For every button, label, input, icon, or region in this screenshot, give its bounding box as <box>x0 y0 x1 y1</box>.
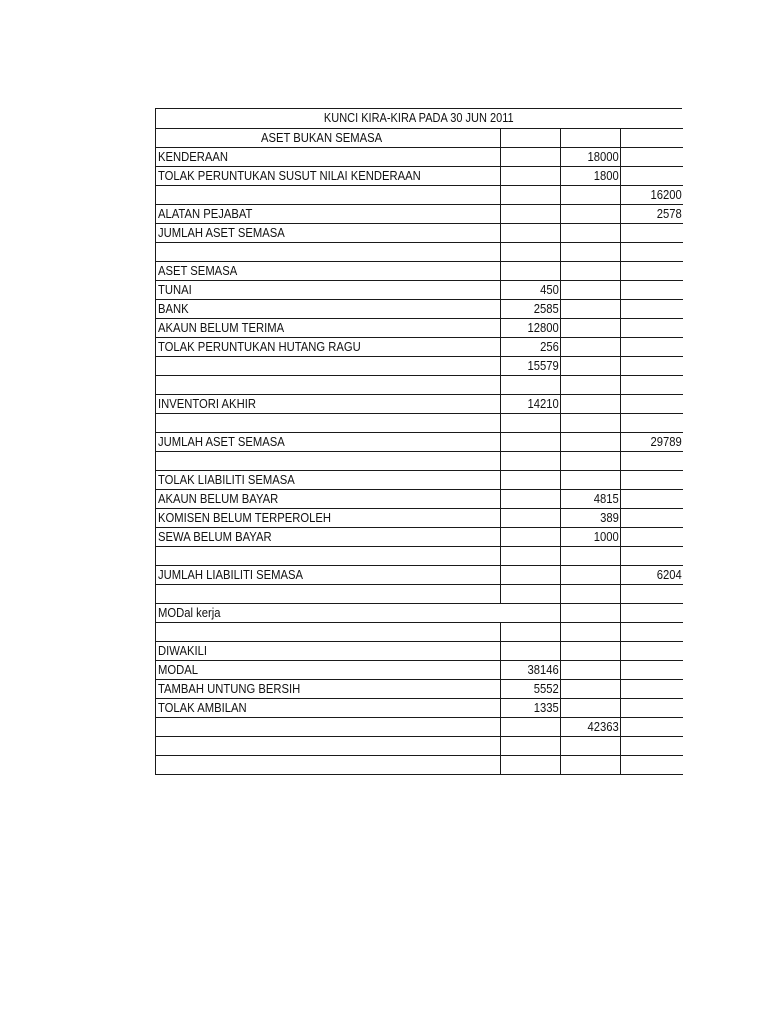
value-col-1 <box>501 357 561 376</box>
value-col-1 <box>501 604 561 623</box>
row-label <box>156 395 501 414</box>
value-col-2 <box>561 718 621 737</box>
value-col-2-text: 389 <box>600 511 619 525</box>
row-label-text: DIWAKILI <box>158 644 207 658</box>
value-col-1 <box>501 547 561 566</box>
table-row <box>156 585 683 604</box>
row-label <box>156 737 501 756</box>
value-col-1-text: 15579 <box>527 359 559 373</box>
value-col-2 <box>561 224 621 243</box>
table-row <box>156 148 683 167</box>
row-label-text: TOLAK LIABILITI SEMASA <box>158 473 295 487</box>
row-label <box>156 623 501 642</box>
table-row <box>156 224 683 243</box>
value-col-2 <box>561 262 621 281</box>
value-col-3-text: 2578 <box>656 207 682 221</box>
row-label <box>156 148 501 167</box>
row-label <box>156 471 501 490</box>
value-col-1-text: 38146 <box>527 663 559 677</box>
table-row <box>156 167 683 186</box>
value-col-2 <box>561 205 621 224</box>
row-label <box>156 129 501 148</box>
value-col-2 <box>561 243 621 262</box>
value-col-3 <box>621 547 683 566</box>
table-row <box>156 642 683 661</box>
value-col-2 <box>561 528 621 547</box>
value-col-3 <box>621 490 683 509</box>
balance-sheet <box>155 108 682 775</box>
row-label-text: TOLAK PERUNTUKAN SUSUT NILAI KENDERAAN <box>158 169 421 183</box>
table-row <box>156 319 683 338</box>
value-col-1 <box>501 661 561 680</box>
row-label <box>156 699 501 718</box>
table-row <box>156 452 683 471</box>
value-col-1 <box>501 490 561 509</box>
row-label <box>156 756 501 775</box>
value-col-3 <box>621 452 683 471</box>
row-label <box>156 718 501 737</box>
row-label <box>156 167 501 186</box>
value-col-1 <box>501 737 561 756</box>
row-label-text: INVENTORI AKHIR <box>158 397 256 411</box>
value-col-1 <box>501 718 561 737</box>
value-col-1 <box>501 528 561 547</box>
value-col-1 <box>501 433 561 452</box>
row-label <box>156 243 501 262</box>
value-col-2 <box>561 737 621 756</box>
row-label-text: ALATAN PEJABAT <box>158 207 253 221</box>
value-col-1 <box>501 300 561 319</box>
value-col-2 <box>561 680 621 699</box>
value-col-1 <box>501 585 561 604</box>
row-label <box>156 566 501 585</box>
sheet-title: KUNCI KIRA-KIRA PADA 30 JUN 2011 <box>324 111 514 125</box>
balance-sheet-table <box>155 128 683 775</box>
value-col-1-text: 2585 <box>533 302 559 316</box>
row-label <box>156 262 501 281</box>
value-col-1 <box>501 262 561 281</box>
value-col-3 <box>621 262 683 281</box>
value-col-1-text: 450 <box>540 283 559 297</box>
balance-sheet-body <box>156 129 683 775</box>
table-row <box>156 395 683 414</box>
value-col-3 <box>621 243 683 262</box>
value-col-1 <box>501 566 561 585</box>
row-label-text: AKAUN BELUM BAYAR <box>158 492 279 506</box>
value-col-3 <box>621 433 683 452</box>
value-col-2 <box>561 566 621 585</box>
table-row <box>156 490 683 509</box>
value-col-3 <box>621 471 683 490</box>
value-col-2 <box>561 585 621 604</box>
value-col-1 <box>501 395 561 414</box>
value-col-1 <box>501 205 561 224</box>
row-label-text: KOMISEN BELUM TERPEROLEH <box>158 511 331 525</box>
value-col-1 <box>501 452 561 471</box>
value-col-2 <box>561 281 621 300</box>
row-label <box>156 376 501 395</box>
table-row <box>156 376 683 395</box>
table-row <box>156 129 683 148</box>
value-col-2 <box>561 148 621 167</box>
value-col-2 <box>561 395 621 414</box>
value-col-2-text: 1800 <box>593 169 619 183</box>
table-row <box>156 262 683 281</box>
value-col-2 <box>561 490 621 509</box>
value-col-3 <box>621 699 683 718</box>
table-row <box>156 243 683 262</box>
table-row <box>156 300 683 319</box>
value-col-1-text: 1335 <box>533 701 559 715</box>
value-col-2 <box>561 319 621 338</box>
value-col-2 <box>561 509 621 528</box>
value-col-3 <box>621 281 683 300</box>
value-col-2-text: 1000 <box>593 530 619 544</box>
value-col-1 <box>501 281 561 300</box>
row-label <box>156 319 501 338</box>
row-label <box>156 338 501 357</box>
row-label-text: ASET SEMASA <box>158 264 238 278</box>
table-row <box>156 547 683 566</box>
row-label <box>156 414 501 433</box>
table-row <box>156 433 683 452</box>
value-col-3-text: 29789 <box>650 435 682 449</box>
value-col-3 <box>621 718 683 737</box>
value-col-3 <box>621 319 683 338</box>
value-col-3 <box>621 167 683 186</box>
value-col-1 <box>501 186 561 205</box>
value-col-1-text: 14210 <box>527 397 559 411</box>
value-col-1-text: 256 <box>540 340 559 354</box>
value-col-3-text: 6204 <box>656 568 682 582</box>
row-label-text: KENDERAAN <box>158 150 229 164</box>
value-col-2 <box>561 338 621 357</box>
value-col-3 <box>621 205 683 224</box>
table-row <box>156 680 683 699</box>
value-col-2 <box>561 433 621 452</box>
value-col-2 <box>561 357 621 376</box>
row-label <box>156 680 501 699</box>
value-col-2 <box>561 623 621 642</box>
value-col-3 <box>621 585 683 604</box>
value-col-2 <box>561 699 621 718</box>
row-label <box>156 604 501 623</box>
value-col-1 <box>501 471 561 490</box>
value-col-2 <box>561 756 621 775</box>
value-col-1 <box>501 756 561 775</box>
value-col-2 <box>561 642 621 661</box>
value-col-3 <box>621 224 683 243</box>
table-row <box>156 661 683 680</box>
value-col-2 <box>561 414 621 433</box>
value-col-2 <box>561 547 621 566</box>
value-col-1 <box>501 148 561 167</box>
value-col-2 <box>561 300 621 319</box>
table-row <box>156 737 683 756</box>
value-col-2-text: 4815 <box>593 492 619 506</box>
value-col-1 <box>501 642 561 661</box>
value-col-1 <box>501 376 561 395</box>
row-label-text: TAMBAH UNTUNG BERSIH <box>158 682 301 696</box>
value-col-2 <box>561 661 621 680</box>
row-label <box>156 642 501 661</box>
value-col-2 <box>561 604 621 623</box>
table-row <box>156 756 683 775</box>
table-row <box>156 623 683 642</box>
value-col-1 <box>501 319 561 338</box>
table-row <box>156 509 683 528</box>
value-col-2-text: 18000 <box>587 150 619 164</box>
table-row <box>156 604 683 623</box>
value-col-2 <box>561 376 621 395</box>
value-col-3 <box>621 148 683 167</box>
value-col-1 <box>501 243 561 262</box>
value-col-3 <box>621 528 683 547</box>
value-col-3 <box>621 376 683 395</box>
table-row <box>156 718 683 737</box>
value-col-2 <box>561 129 621 148</box>
value-col-3 <box>621 186 683 205</box>
row-label <box>156 490 501 509</box>
value-col-2 <box>561 167 621 186</box>
table-row <box>156 186 683 205</box>
value-col-3 <box>621 661 683 680</box>
row-label <box>156 300 501 319</box>
table-row <box>156 357 683 376</box>
value-col-2 <box>561 186 621 205</box>
value-col-1-text: 5552 <box>533 682 559 696</box>
row-label-text: SEWA BELUM BAYAR <box>158 530 272 544</box>
value-col-1 <box>501 224 561 243</box>
row-label <box>156 224 501 243</box>
row-label <box>156 547 501 566</box>
value-col-3 <box>621 680 683 699</box>
row-label-text: TOLAK AMBILAN <box>158 701 247 715</box>
value-col-1 <box>501 699 561 718</box>
row-label-text: MODal kerja <box>158 606 221 620</box>
value-col-3 <box>621 414 683 433</box>
table-row <box>156 338 683 357</box>
value-col-3 <box>621 623 683 642</box>
row-label <box>156 509 501 528</box>
value-col-2-text: 42363 <box>587 720 619 734</box>
row-label <box>156 585 501 604</box>
value-col-3 <box>621 338 683 357</box>
sheet-title-row <box>155 108 682 128</box>
table-row <box>156 281 683 300</box>
value-col-1 <box>501 414 561 433</box>
value-col-1 <box>501 338 561 357</box>
value-col-3 <box>621 509 683 528</box>
table-row <box>156 205 683 224</box>
row-label-text: TUNAI <box>158 283 192 297</box>
row-label <box>156 186 501 205</box>
table-row <box>156 414 683 433</box>
value-col-3 <box>621 566 683 585</box>
value-col-3 <box>621 737 683 756</box>
value-col-1 <box>501 129 561 148</box>
value-col-3 <box>621 129 683 148</box>
value-col-3 <box>621 604 683 623</box>
row-label-text: AKAUN BELUM TERIMA <box>158 321 285 335</box>
row-label <box>156 205 501 224</box>
value-col-3 <box>621 300 683 319</box>
value-col-1-text: 12800 <box>527 321 559 335</box>
value-col-3 <box>621 756 683 775</box>
row-label <box>156 281 501 300</box>
value-col-1 <box>501 680 561 699</box>
row-label-text: JUMLAH ASET SEMASA <box>158 435 285 449</box>
value-col-1 <box>501 623 561 642</box>
row-label-text: MODAL <box>158 663 199 677</box>
table-row <box>156 471 683 490</box>
value-col-3 <box>621 357 683 376</box>
row-label-text: TOLAK PERUNTUKAN HUTANG RAGU <box>158 340 361 354</box>
value-col-2 <box>561 471 621 490</box>
row-label-text: BANK <box>158 302 189 316</box>
value-col-2 <box>561 452 621 471</box>
row-label <box>156 357 501 376</box>
table-row <box>156 566 683 585</box>
row-label-text: ASET BUKAN SEMASA <box>261 131 383 145</box>
value-col-1 <box>501 509 561 528</box>
row-label-text: JUMLAH LIABILITI SEMASA <box>158 568 304 582</box>
row-label <box>156 452 501 471</box>
value-col-3-text: 16200 <box>650 188 682 202</box>
table-row <box>156 528 683 547</box>
row-label <box>156 433 501 452</box>
value-col-3 <box>621 395 683 414</box>
row-label <box>156 661 501 680</box>
value-col-3 <box>621 642 683 661</box>
value-col-1 <box>501 167 561 186</box>
row-label-text: JUMLAH ASET SEMASA <box>158 226 285 240</box>
table-row <box>156 699 683 718</box>
row-label <box>156 528 501 547</box>
